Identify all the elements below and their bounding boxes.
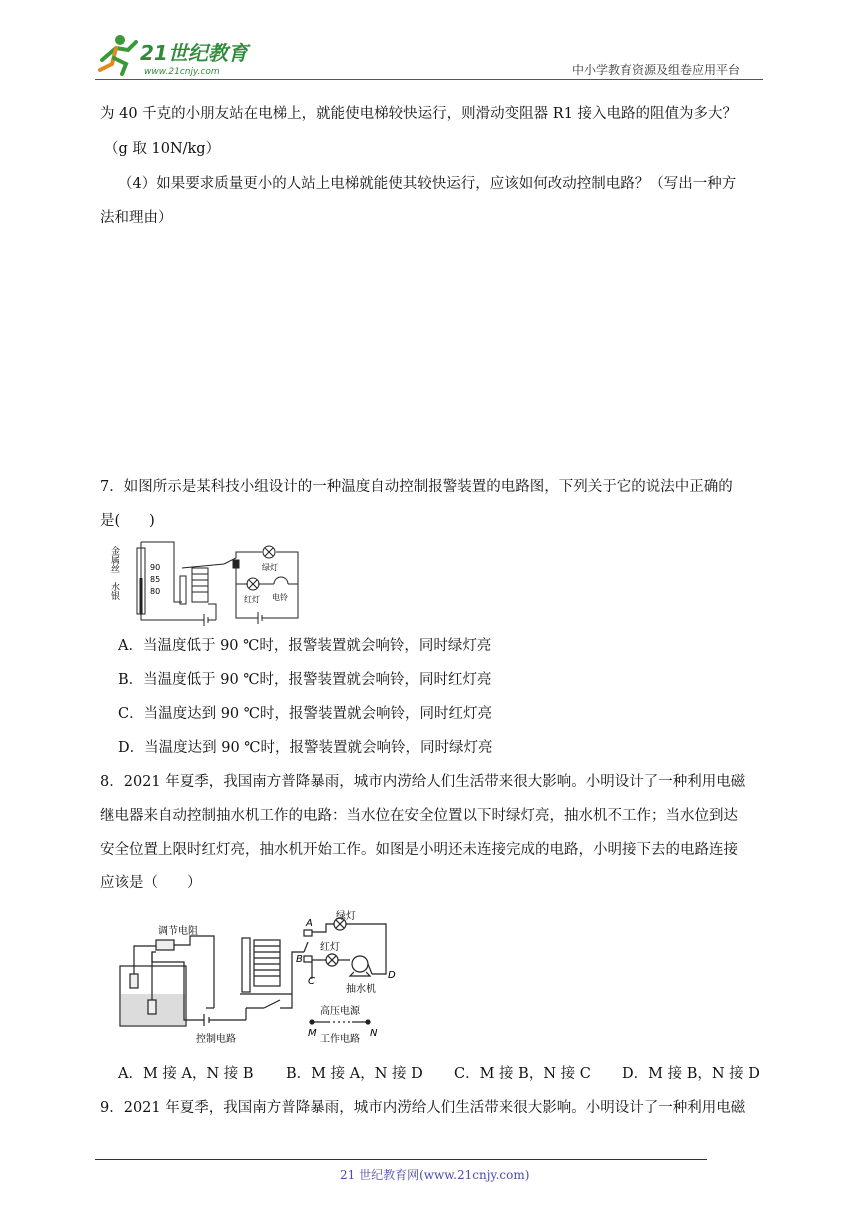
electromagnet (192, 568, 208, 602)
relay-coil (254, 940, 280, 986)
q7-circuit-figure (109, 538, 312, 624)
scale-90: 90 (150, 563, 161, 572)
label-red-lamp: 红灯 (244, 595, 260, 604)
scale-80: 80 (150, 587, 161, 596)
platform-name: 中小学教育资源及组卷应用平台 (572, 63, 741, 77)
label-resistor: 调节电阻 (158, 926, 198, 937)
terminal-n: N (370, 1028, 378, 1039)
footer-text[interactable]: 21 世纪教育网(www.21cnjy.com) (340, 1168, 530, 1182)
header-divider (95, 79, 763, 80)
terminal-m: M (308, 1028, 317, 1039)
q6-line3: （4）如果要求质量更小的人站上电梯就能使其较快运行，应该如何改动控制电路？（写出一种方 (118, 176, 737, 192)
footer-divider (95, 1159, 707, 1160)
label-green-lamp: 绿灯 (262, 563, 278, 572)
q7-stem-line1: 7．如图所示是某科技小组设计的一种温度自动控制报警装置的电路图，下列关于它的说法中正确的 (100, 479, 733, 495)
q8-option-a[interactable]: A．M 接 A，N 接 B (118, 1066, 254, 1082)
pump-icon (352, 956, 368, 972)
runner-icon (100, 35, 136, 74)
label-green-lamp: 绿灯 (336, 911, 356, 922)
terminal-b: B (296, 954, 303, 965)
q6-line4: 法和理由） (100, 210, 173, 226)
q7-stem-line2: 是( ) (100, 513, 155, 529)
label-control-circuit: 控制电路 (196, 1034, 236, 1045)
q7-option-c[interactable]: C．当温度达到 90 ℃时，报警装置就会响铃，同时红灯亮 (118, 706, 492, 722)
q8-stem-line2: 继电器来自动控制抽水机工作的电路：当水位在安全位置以下时绿灯亮，抽水机不工作；当水位到达 (100, 808, 738, 824)
q8-stem-line1: 8．2021 年夏季，我国南方普降暴雨，城市内涝给人们生活带来很大影响。小明设计了一种利用电磁 (100, 774, 746, 790)
q8-circuit-figure (114, 912, 414, 1052)
q7-option-a[interactable]: A．当温度低于 90 ℃时，报警装置就会响铃，同时绿灯亮 (118, 638, 492, 654)
q7-option-d[interactable]: D．当温度达到 90 ℃时，报警装置就会响铃，同时绿灯亮 (118, 740, 493, 756)
terminal-c: C (308, 976, 315, 987)
terminal-a: A (306, 918, 313, 929)
q8-stem-line4: 应该是（ ） (100, 875, 202, 891)
label-red-lamp: 红灯 (320, 942, 340, 953)
terminal-d: D (388, 970, 396, 981)
q8-option-b[interactable]: B．M 接 A，N 接 D (286, 1066, 423, 1082)
label-mercury: 水银 (109, 582, 119, 600)
logo-main-text: 21世纪教育 (140, 41, 248, 65)
scale-85: 85 (150, 575, 161, 584)
q8-option-d[interactable]: D．M 接 B，N 接 D (622, 1066, 760, 1082)
logo-url-text: www.21cnjy.com (144, 67, 220, 77)
adjustable-resistor (156, 940, 174, 950)
q8-option-c[interactable]: C．M 接 B，N 接 C (454, 1066, 591, 1082)
bell-icon (274, 577, 288, 584)
q9-stem-line1: 9．2021 年夏季，我国南方普降暴雨，城市内涝给人们生活带来很大影响。小明设计了一种利用电磁 (100, 1100, 746, 1116)
q7-option-b[interactable]: B．当温度低于 90 ℃时，报警装置就会响铃，同时红灯亮 (118, 672, 492, 688)
q6-line2: （g 取 10N/kg） (104, 141, 221, 157)
label-bell: 电铃 (272, 593, 288, 602)
label-pump: 抽水机 (346, 984, 376, 995)
label-metal-wire: 金属丝 (109, 546, 119, 573)
label-hv-source: 高压电源 (320, 1006, 360, 1017)
q8-stem-line3: 安全位置上限时红灯亮，抽水机开始工作。如图是小明还未连接完成的电路，小明接下去的电路连接 (100, 842, 738, 858)
site-logo (92, 30, 262, 80)
q6-line1: 为 40 千克的小朋友站在电梯上，就能使电梯较快运行，则滑动变阻器 R1 接入电路的阻值为多大？ (100, 106, 738, 122)
label-work-circuit: 工作电路 (320, 1034, 360, 1045)
